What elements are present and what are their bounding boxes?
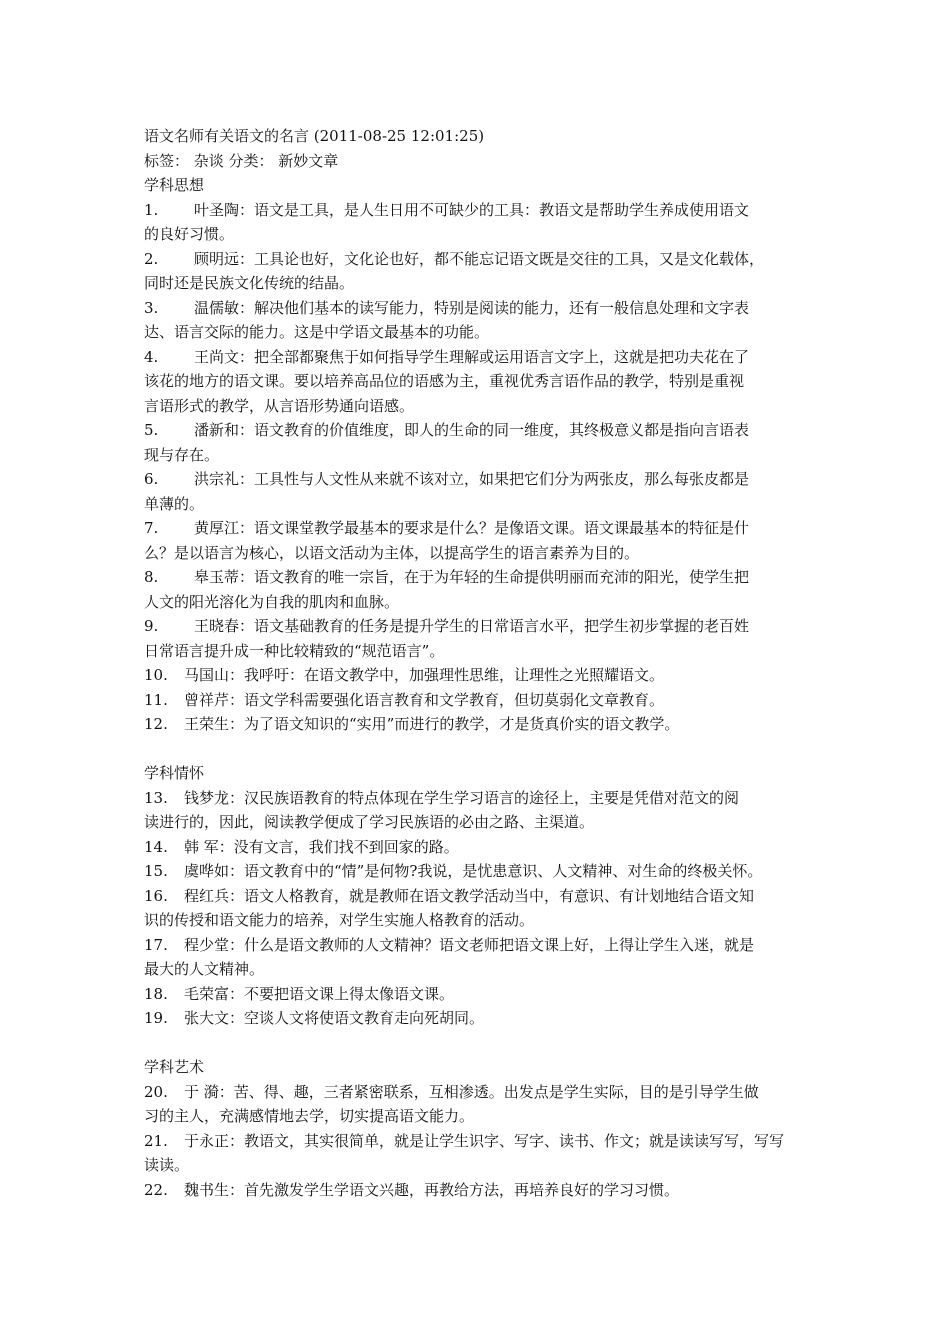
quote-number: 18. — [144, 984, 168, 1003]
section-heading: 学科情怀 — [144, 764, 205, 782]
quote-number: 20. — [144, 1082, 168, 1101]
sections — [144, 173, 812, 1202]
quote-number: 8. — [144, 568, 159, 586]
tags-line: 标签： 杂谈 分类： 新妙文章 — [144, 151, 339, 170]
quote-continuation: 人文的阳光溶化为自我的肌肉和血脉。 — [144, 592, 400, 611]
section-spacer — [144, 737, 812, 762]
document-title: 语文名师有关语文的名言 (2011-08-25 12:01:25) — [144, 127, 485, 145]
quote-item — [144, 296, 812, 321]
quote-number: 14. — [144, 837, 168, 856]
quote-text: 皋玉蒂：语文教育的唯一宗旨，在于为年轻的生命提供明丽而充沛的阳光，使学生把 — [194, 568, 750, 586]
quote-item — [144, 884, 812, 909]
quote-item — [144, 712, 812, 737]
quote-text: 张大文：空谈人文将使语文教育走向死胡同。 — [184, 1009, 485, 1027]
quote-text: 魏书生：首先激发学生学语文兴趣，再教给方法，再培养良好的学习习惯。 — [184, 1180, 680, 1199]
quote-continuation: 识的传授和语文能力的培养，对学生实施人格教育的活动。 — [144, 911, 535, 929]
quote-number: 15. — [144, 862, 168, 880]
quote-item — [144, 1178, 812, 1203]
quote-item — [144, 688, 812, 713]
quote-number: 1. — [144, 200, 159, 219]
quote-text: 叶圣陶：语文是工具，是人生日用不可缺少的工具：教语文是帮助学生养成使用语文 — [194, 200, 750, 219]
quote-text: 于 漪：苦、得、趣，三者紧密联系，互相渗透。出发点是学生实际，目的是引导学生做 — [184, 1082, 759, 1101]
quote-item — [144, 786, 812, 811]
quote-text: 毛荣富：不要把语文课上得太像语文课。 — [184, 984, 455, 1003]
quote-item — [144, 467, 812, 492]
quote-text: 温儒敏：解决他们基本的读写能力，特别是阅读的能力，还有一般信息处理和文字表 — [194, 298, 750, 317]
quote-number: 6. — [144, 470, 159, 488]
section-heading: 学科思想 — [144, 176, 205, 194]
quote-item — [144, 982, 812, 1007]
quote-number: 12. — [144, 715, 168, 733]
quote-continuation: 么？是以语言为核心，以语文活动为主体，以提高学生的语言素养为目的。 — [144, 543, 640, 562]
quote-item — [144, 663, 812, 688]
quote-number: 4. — [144, 347, 159, 366]
quote-continuation: 同时还是民族文化传统的结晶。 — [144, 274, 355, 292]
quote-text: 顾明远：工具论也好，文化论也好，都不能忘记语文既是交往的工具，又是文化载体， — [194, 249, 765, 268]
quote-item — [144, 933, 812, 958]
section-spacer — [144, 1031, 812, 1056]
quote-text: 王尚文：把全部都聚焦于如何指导学生理解或运用语言文字上，这就是把功夫花在了 — [194, 347, 750, 366]
quote-text: 钱梦龙：汉民族语教育的特点体现在学生学习语言的途径上，主要是凭借对范文的阅 — [184, 788, 740, 807]
quote-continuation: 习的主人，充满感情地去学，切实提高语文能力。 — [144, 1107, 475, 1125]
quote-number: 3. — [144, 298, 159, 317]
quote-continuation: 该花的地方的语文课。要以培养高品位的语感为主，重视优秀言语作品的教学，特别是重视 — [144, 372, 745, 390]
quote-number: 19. — [144, 1009, 168, 1027]
quote-item — [144, 614, 812, 639]
quote-number: 10. — [144, 666, 168, 684]
quote-number: 17. — [144, 935, 168, 954]
quote-continuation: 单薄的。 — [144, 494, 205, 513]
quote-continuation: 言语形式的教学，从言语形势通向语感。 — [144, 396, 415, 415]
quote-text: 黄厚江：语文课堂教学最基本的要求是什么？是像语文课。语文课最基本的特征是什 — [194, 519, 750, 537]
quote-number: 11. — [144, 690, 168, 709]
quote-number: 5. — [144, 421, 159, 439]
quote-continuation: 最大的人文精神。 — [144, 960, 265, 978]
quote-item — [144, 565, 812, 590]
quote-continuation: 现与存在。 — [144, 445, 220, 464]
quote-text: 韩 军：没有文言，我们找不到回家的路。 — [184, 837, 459, 856]
quote-text: 程红兵：语文人格教育，就是教师在语文教学活动当中，有意识、有计划地结合语文知 — [184, 886, 755, 905]
quote-item — [144, 835, 812, 860]
quote-continuation: 达、语言交际的能力。这是中学语文最基本的功能。 — [144, 323, 490, 341]
quote-number: 22. — [144, 1180, 168, 1199]
quote-text: 虞哗如：语文教育中的“情”是何物?我说，是忧患意识、人文精神、对生命的终极关怀。 — [184, 862, 763, 880]
quote-item — [144, 1006, 812, 1031]
quote-item — [144, 198, 812, 223]
quote-item — [144, 1080, 812, 1105]
quote-number: 21. — [144, 1131, 168, 1150]
section-heading: 学科艺术 — [144, 1058, 205, 1076]
quote-item — [144, 345, 812, 370]
quote-continuation: 读读。 — [144, 1156, 190, 1174]
quote-item — [144, 859, 812, 884]
quote-text: 洪宗礼：工具性与人文性从来就不该对立，如果把它们分为两张皮，那么每张皮都是 — [194, 470, 750, 488]
document-page — [144, 124, 812, 1202]
quote-text: 王晓春：语文基础教育的任务是提升学生的日常语言水平，把学生初步掌握的老百姓 — [194, 617, 750, 635]
quote-continuation: 日常语言提升成一种比较精致的“规范语言”。 — [144, 641, 445, 660]
quote-item — [144, 247, 812, 272]
quote-text: 程少堂：什么是语文教师的人文精神？语文老师把语文课上好，上得让学生入迷，就是 — [184, 935, 755, 954]
quote-item — [144, 1129, 812, 1154]
quote-text: 王荣生：为了语文知识的“实用”而进行的教学，才是货真价实的语文教学。 — [184, 715, 680, 733]
quote-continuation: 的良好习惯。 — [144, 225, 235, 243]
quote-text: 潘新和：语文教育的价值维度，即人的生命的同一维度，其终极意义都是指向言语表 — [194, 421, 750, 439]
quote-text: 马国山：我呼吁：在语文教学中，加强理性思维，让理性之光照耀语文。 — [184, 666, 665, 684]
quote-number: 2. — [144, 249, 159, 268]
quote-item — [144, 516, 812, 541]
quote-item — [144, 418, 812, 443]
quote-number: 16. — [144, 886, 168, 905]
quote-text: 于永正：教语文，其实很简单，就是让学生识字、写字、读书、作文；就是读读写写，写写 — [184, 1131, 785, 1150]
quote-text: 曾祥芹：语文学科需要强化语言教育和文学教育，但切莫弱化文章教育。 — [184, 690, 665, 709]
quote-number: 7. — [144, 519, 159, 537]
quote-number: 13. — [144, 788, 168, 807]
quote-continuation: 读进行的，因此，阅读教学便成了学习民族语的必由之路、主渠道。 — [144, 813, 595, 831]
quote-number: 9. — [144, 617, 159, 635]
